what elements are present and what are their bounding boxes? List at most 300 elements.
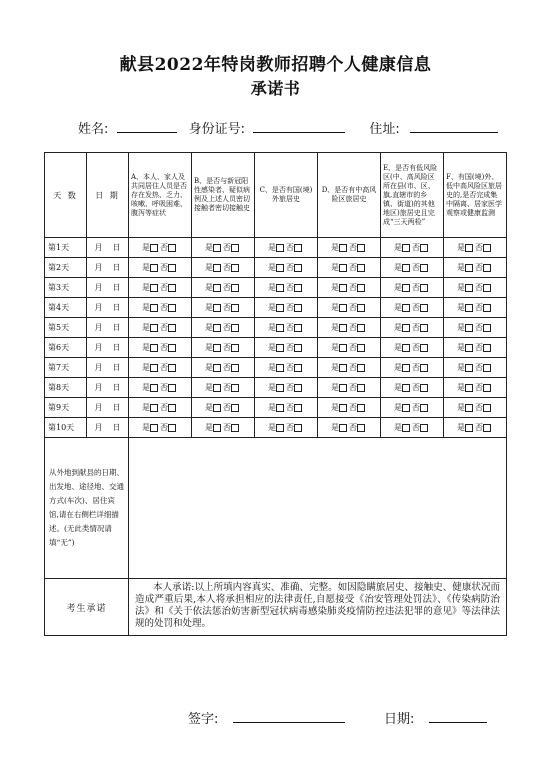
yes-no-cell (381, 418, 444, 438)
yes-no-options (457, 283, 493, 292)
no-checkbox[interactable] (231, 284, 239, 292)
date-cell[interactable] (87, 238, 129, 258)
no-checkbox[interactable] (168, 404, 176, 412)
yes-checkbox[interactable] (465, 324, 473, 332)
date-cell[interactable] (87, 298, 129, 318)
no-checkbox[interactable] (483, 424, 491, 432)
no-checkbox[interactable] (231, 304, 239, 312)
yes-checkbox[interactable] (402, 264, 410, 272)
no-checkbox[interactable] (294, 344, 302, 352)
no-checkbox[interactable] (357, 344, 365, 352)
no-checkbox[interactable] (420, 424, 428, 432)
day-cell: 第9天 (45, 398, 87, 418)
yes-no-options (142, 263, 178, 272)
yes-no-cell (129, 338, 192, 358)
yes-no-cell (129, 378, 192, 398)
no-checkbox[interactable] (357, 304, 365, 312)
yes-checkbox[interactable] (465, 304, 473, 312)
yes-checkbox[interactable] (339, 304, 347, 312)
yes-label: 是 (205, 283, 213, 292)
table-row (45, 398, 507, 418)
no-checkbox[interactable] (420, 364, 428, 372)
yes-label: 是 (142, 403, 150, 412)
no-label: 否 (160, 403, 168, 412)
yes-checkbox[interactable] (150, 384, 158, 392)
yes-no-options (268, 243, 304, 252)
no-label: 否 (160, 323, 168, 332)
yes-no-options (268, 403, 304, 412)
no-checkbox[interactable] (168, 364, 176, 372)
yes-checkbox[interactable] (465, 244, 473, 252)
yes-no-options (331, 383, 367, 392)
yes-checkbox[interactable] (150, 344, 158, 352)
day-label: 日 (112, 363, 121, 372)
yes-label: 是 (457, 423, 465, 432)
yes-label: 是 (268, 363, 276, 372)
yes-no-options (331, 243, 367, 252)
yes-no-options (205, 423, 241, 432)
no-label: 否 (475, 343, 483, 352)
no-label: 否 (286, 403, 294, 412)
yes-no-options (142, 283, 178, 292)
yes-no-options (457, 243, 493, 252)
yes-no-cell (129, 278, 192, 298)
yes-label: 是 (142, 423, 150, 432)
yes-checkbox[interactable] (402, 304, 410, 312)
yes-no-cell (318, 358, 381, 378)
no-checkbox[interactable] (420, 344, 428, 352)
yes-checkbox[interactable] (213, 284, 221, 292)
no-label: 否 (286, 363, 294, 372)
no-checkbox[interactable] (294, 284, 302, 292)
yes-checkbox[interactable] (402, 364, 410, 372)
yes-no-cell (444, 358, 507, 378)
yes-checkbox[interactable] (213, 384, 221, 392)
yes-label: 是 (142, 343, 150, 352)
no-label: 否 (475, 363, 483, 372)
yes-no-cell (444, 398, 507, 418)
month-label: 月 (94, 303, 103, 312)
table-row (45, 338, 507, 358)
no-checkbox[interactable] (168, 304, 176, 312)
no-label: 否 (286, 243, 294, 252)
no-checkbox[interactable] (231, 424, 239, 432)
yes-no-cell (381, 298, 444, 318)
yes-label: 是 (268, 343, 276, 352)
yes-no-options (457, 423, 493, 432)
yes-no-options (394, 363, 430, 372)
yes-checkbox[interactable] (339, 284, 347, 292)
no-label: 否 (160, 283, 168, 292)
no-checkbox[interactable] (357, 384, 365, 392)
day-label: 日 (112, 323, 121, 332)
no-checkbox[interactable] (420, 284, 428, 292)
no-label: 否 (412, 263, 420, 272)
no-checkbox[interactable] (357, 244, 365, 252)
yes-no-options (142, 423, 178, 432)
yes-label: 是 (394, 283, 402, 292)
yes-label: 是 (142, 243, 150, 252)
yes-checkbox[interactable] (276, 264, 284, 272)
yes-checkbox[interactable] (339, 344, 347, 352)
yes-label: 是 (205, 383, 213, 392)
yes-no-options (268, 283, 304, 292)
no-checkbox[interactable] (168, 344, 176, 352)
no-checkbox[interactable] (168, 384, 176, 392)
header-day: 天 数 (45, 153, 87, 238)
yes-label: 是 (394, 323, 402, 332)
yes-checkbox[interactable] (213, 244, 221, 252)
no-checkbox[interactable] (420, 244, 428, 252)
date-cell[interactable] (87, 378, 129, 398)
date-area (384, 708, 487, 727)
personal-info-line (78, 118, 498, 137)
yes-no-options (394, 263, 430, 272)
yes-no-cell (255, 378, 318, 398)
month-label: 月 (94, 343, 103, 352)
day-cell: 第5天 (45, 318, 87, 338)
yes-checkbox[interactable] (276, 404, 284, 412)
no-label: 否 (349, 343, 357, 352)
yes-checkbox[interactable] (465, 284, 473, 292)
no-checkbox[interactable] (420, 384, 428, 392)
day-cell: 第7天 (45, 358, 87, 378)
yes-checkbox[interactable] (465, 384, 473, 392)
no-checkbox[interactable] (357, 264, 365, 272)
day-cell: 第3天 (45, 278, 87, 298)
yes-checkbox[interactable] (402, 324, 410, 332)
no-checkbox[interactable] (294, 304, 302, 312)
yes-checkbox[interactable] (276, 364, 284, 372)
yes-checkbox[interactable] (339, 424, 347, 432)
name-field[interactable] (117, 120, 177, 133)
no-label: 否 (223, 303, 231, 312)
no-label: 否 (412, 243, 420, 252)
date-cell[interactable] (87, 418, 129, 438)
yes-no-options (331, 303, 367, 312)
id-number-field[interactable] (253, 120, 345, 133)
yes-checkbox[interactable] (339, 384, 347, 392)
yes-checkbox[interactable] (276, 384, 284, 392)
yes-checkbox[interactable] (402, 344, 410, 352)
yes-label: 是 (331, 343, 339, 352)
date-cell[interactable] (87, 278, 129, 298)
yes-checkbox[interactable] (402, 244, 410, 252)
day-label: 日 (112, 383, 121, 392)
yes-no-cell (318, 398, 381, 418)
no-checkbox[interactable] (231, 324, 239, 332)
month-label: 月 (94, 283, 103, 292)
yes-label: 是 (394, 423, 402, 432)
no-checkbox[interactable] (357, 284, 365, 292)
yes-no-options (331, 403, 367, 412)
yes-checkbox[interactable] (150, 404, 158, 412)
no-checkbox[interactable] (420, 264, 428, 272)
no-checkbox[interactable] (483, 404, 491, 412)
yes-no-cell (318, 338, 381, 358)
yes-no-cell (192, 318, 255, 338)
no-label: 否 (412, 403, 420, 412)
no-checkbox[interactable] (294, 384, 302, 392)
yes-no-options (268, 343, 304, 352)
yes-checkbox[interactable] (150, 304, 158, 312)
yes-checkbox[interactable] (339, 264, 347, 272)
yes-no-cell (192, 338, 255, 358)
yes-checkbox[interactable] (339, 404, 347, 412)
yes-no-options (142, 363, 178, 372)
no-checkbox[interactable] (357, 364, 365, 372)
day-cell: 第4天 (45, 298, 87, 318)
no-checkbox[interactable] (294, 404, 302, 412)
yes-checkbox[interactable] (276, 344, 284, 352)
yes-checkbox[interactable] (465, 404, 473, 412)
yes-checkbox[interactable] (339, 324, 347, 332)
no-label: 否 (349, 243, 357, 252)
no-checkbox[interactable] (420, 404, 428, 412)
no-checkbox[interactable] (231, 244, 239, 252)
yes-no-cell (255, 298, 318, 318)
yes-label: 是 (457, 303, 465, 312)
yes-no-cell (318, 238, 381, 258)
no-label: 否 (223, 383, 231, 392)
yes-no-cell (255, 238, 318, 258)
date-cell[interactable] (87, 258, 129, 278)
yes-checkbox[interactable] (213, 264, 221, 272)
yes-checkbox[interactable] (213, 324, 221, 332)
day-label: 日 (112, 263, 121, 272)
yes-checkbox[interactable] (213, 424, 221, 432)
date-cell[interactable] (87, 358, 129, 378)
no-checkbox[interactable] (483, 384, 491, 392)
no-checkbox[interactable] (357, 404, 365, 412)
yes-no-cell (192, 398, 255, 418)
yes-checkbox[interactable] (213, 344, 221, 352)
yes-checkbox[interactable] (150, 244, 158, 252)
no-label: 否 (412, 423, 420, 432)
yes-no-cell (255, 258, 318, 278)
yes-checkbox[interactable] (402, 284, 410, 292)
no-checkbox[interactable] (483, 324, 491, 332)
yes-no-cell (192, 238, 255, 258)
yes-checkbox[interactable] (150, 324, 158, 332)
yes-checkbox[interactable] (402, 404, 410, 412)
yes-no-options (457, 383, 493, 392)
yes-no-options (331, 263, 367, 272)
travel-note-field[interactable] (129, 438, 507, 579)
yes-checkbox[interactable] (276, 424, 284, 432)
yes-no-cell (255, 418, 318, 438)
yes-checkbox[interactable] (465, 364, 473, 372)
no-label: 否 (223, 403, 231, 412)
no-label: 否 (475, 423, 483, 432)
yes-no-options (331, 363, 367, 372)
yes-label: 是 (394, 363, 402, 372)
no-checkbox[interactable] (168, 424, 176, 432)
yes-no-options (205, 283, 241, 292)
no-label: 否 (412, 363, 420, 372)
yes-no-options (394, 323, 430, 332)
yes-checkbox[interactable] (150, 284, 158, 292)
no-checkbox[interactable] (357, 324, 365, 332)
no-label: 否 (160, 363, 168, 372)
no-checkbox[interactable] (168, 284, 176, 292)
signature-field[interactable] (233, 710, 345, 723)
no-checkbox[interactable] (294, 324, 302, 332)
yes-checkbox[interactable] (465, 424, 473, 432)
no-checkbox[interactable] (231, 364, 239, 372)
yes-label: 是 (331, 403, 339, 412)
table-header-row (45, 153, 507, 238)
month-label: 月 (94, 403, 103, 412)
no-label: 否 (286, 383, 294, 392)
no-checkbox[interactable] (231, 344, 239, 352)
no-checkbox[interactable] (231, 404, 239, 412)
no-checkbox[interactable] (483, 344, 491, 352)
yes-no-cell (318, 418, 381, 438)
yes-checkbox[interactable] (150, 264, 158, 272)
yes-checkbox[interactable] (276, 304, 284, 312)
yes-no-options (142, 303, 178, 312)
yes-no-cell (381, 258, 444, 278)
yes-no-cell (192, 378, 255, 398)
no-label: 否 (349, 323, 357, 332)
no-label: 否 (349, 263, 357, 272)
yes-checkbox[interactable] (150, 364, 158, 372)
no-checkbox[interactable] (168, 324, 176, 332)
yes-label: 是 (457, 343, 465, 352)
yes-label: 是 (205, 423, 213, 432)
yes-label: 是 (268, 283, 276, 292)
yes-checkbox[interactable] (339, 244, 347, 252)
no-checkbox[interactable] (231, 384, 239, 392)
no-label: 否 (223, 243, 231, 252)
yes-no-cell (381, 318, 444, 338)
yes-no-options (457, 403, 493, 412)
yes-no-options (142, 243, 178, 252)
yes-no-options (331, 343, 367, 352)
yes-label: 是 (331, 243, 339, 252)
no-label: 否 (160, 423, 168, 432)
travel-note-label: 从外地到献县的日期、出发地、途径地、交通方式(车次)、居住宾馆,请在右侧栏详细描述。(无此类情况请填“无”) (45, 438, 129, 579)
no-label: 否 (286, 303, 294, 312)
no-label: 否 (349, 303, 357, 312)
day-label: 日 (112, 303, 121, 312)
no-checkbox[interactable] (294, 424, 302, 432)
yes-label: 是 (394, 343, 402, 352)
table-row (45, 378, 507, 398)
table-row (45, 418, 507, 438)
yes-no-cell (129, 398, 192, 418)
date-cell[interactable] (87, 318, 129, 338)
yes-no-cell (318, 298, 381, 318)
no-checkbox[interactable] (294, 364, 302, 372)
yes-checkbox[interactable] (465, 344, 473, 352)
yes-no-cell (444, 338, 507, 358)
table-row (45, 358, 507, 378)
pledge-text-content: 本人承诺:以上所填内容真实、准确、完整。如因隐瞒旅居史、接触史、健康状况而造成严重后果,本人将承担相应的法律责任,自愿接受《治安管理处罚法》、《传染病防治法》和《关于依法惩治妨害新型冠状病毒感染肺炎疫情防控违法犯罪的意见》等法律法规的处罚和处理。 (135, 582, 500, 629)
yes-label: 是 (457, 283, 465, 292)
yes-label: 是 (457, 323, 465, 332)
yes-checkbox[interactable] (276, 244, 284, 252)
yes-label: 是 (205, 363, 213, 372)
month-label: 月 (94, 263, 103, 272)
yes-no-cell (444, 418, 507, 438)
day-label: 日 (112, 283, 121, 292)
yes-checkbox[interactable] (213, 364, 221, 372)
yes-label: 是 (331, 383, 339, 392)
yes-no-cell (255, 338, 318, 358)
no-checkbox[interactable] (483, 284, 491, 292)
yes-checkbox[interactable] (213, 304, 221, 312)
yes-label: 是 (142, 383, 150, 392)
no-label: 否 (286, 323, 294, 332)
no-label: 否 (223, 343, 231, 352)
yes-checkbox[interactable] (276, 284, 284, 292)
yes-checkbox[interactable] (339, 364, 347, 372)
yes-checkbox[interactable] (150, 424, 158, 432)
no-label: 否 (160, 343, 168, 352)
no-label: 否 (286, 263, 294, 272)
yes-label: 是 (331, 423, 339, 432)
yes-no-options (268, 263, 304, 272)
yes-checkbox[interactable] (402, 424, 410, 432)
no-checkbox[interactable] (483, 264, 491, 272)
yes-no-options (457, 323, 493, 332)
month-label: 月 (94, 243, 103, 252)
yes-no-options (394, 343, 430, 352)
no-checkbox[interactable] (483, 304, 491, 312)
yes-checkbox[interactable] (213, 404, 221, 412)
day-label: 日 (112, 403, 121, 412)
no-label: 否 (223, 423, 231, 432)
yes-checkbox[interactable] (465, 264, 473, 272)
no-checkbox[interactable] (483, 244, 491, 252)
no-checkbox[interactable] (483, 364, 491, 372)
yes-label: 是 (394, 403, 402, 412)
no-checkbox[interactable] (168, 264, 176, 272)
yes-checkbox[interactable] (402, 384, 410, 392)
no-checkbox[interactable] (420, 324, 428, 332)
table-row (45, 278, 507, 298)
signature-label: 签字: (188, 712, 219, 727)
month-label: 月 (94, 383, 103, 392)
no-label: 否 (286, 423, 294, 432)
no-checkbox[interactable] (294, 244, 302, 252)
date-cell[interactable] (87, 398, 129, 418)
month-label: 月 (94, 423, 103, 432)
day-label: 日 (112, 423, 121, 432)
yes-no-cell (381, 378, 444, 398)
no-checkbox[interactable] (357, 424, 365, 432)
yes-no-options (142, 343, 178, 352)
yes-label: 是 (142, 283, 150, 292)
no-checkbox[interactable] (231, 264, 239, 272)
no-label: 否 (223, 323, 231, 332)
header-quarantine: F、有国(境)外、低中高风险区旅居史的,是否完成集中隔离、居家医学观察或健康监测 (444, 153, 507, 238)
no-checkbox[interactable] (294, 264, 302, 272)
yes-checkbox[interactable] (276, 324, 284, 332)
sign-date-field[interactable] (429, 710, 487, 723)
address-field[interactable] (410, 120, 498, 133)
no-checkbox[interactable] (168, 244, 176, 252)
date-cell[interactable] (87, 338, 129, 358)
yes-no-options (205, 363, 241, 372)
yes-label: 是 (331, 263, 339, 272)
yes-no-options (205, 303, 241, 312)
no-checkbox[interactable] (420, 304, 428, 312)
no-label: 否 (412, 383, 420, 392)
yes-no-cell (192, 258, 255, 278)
